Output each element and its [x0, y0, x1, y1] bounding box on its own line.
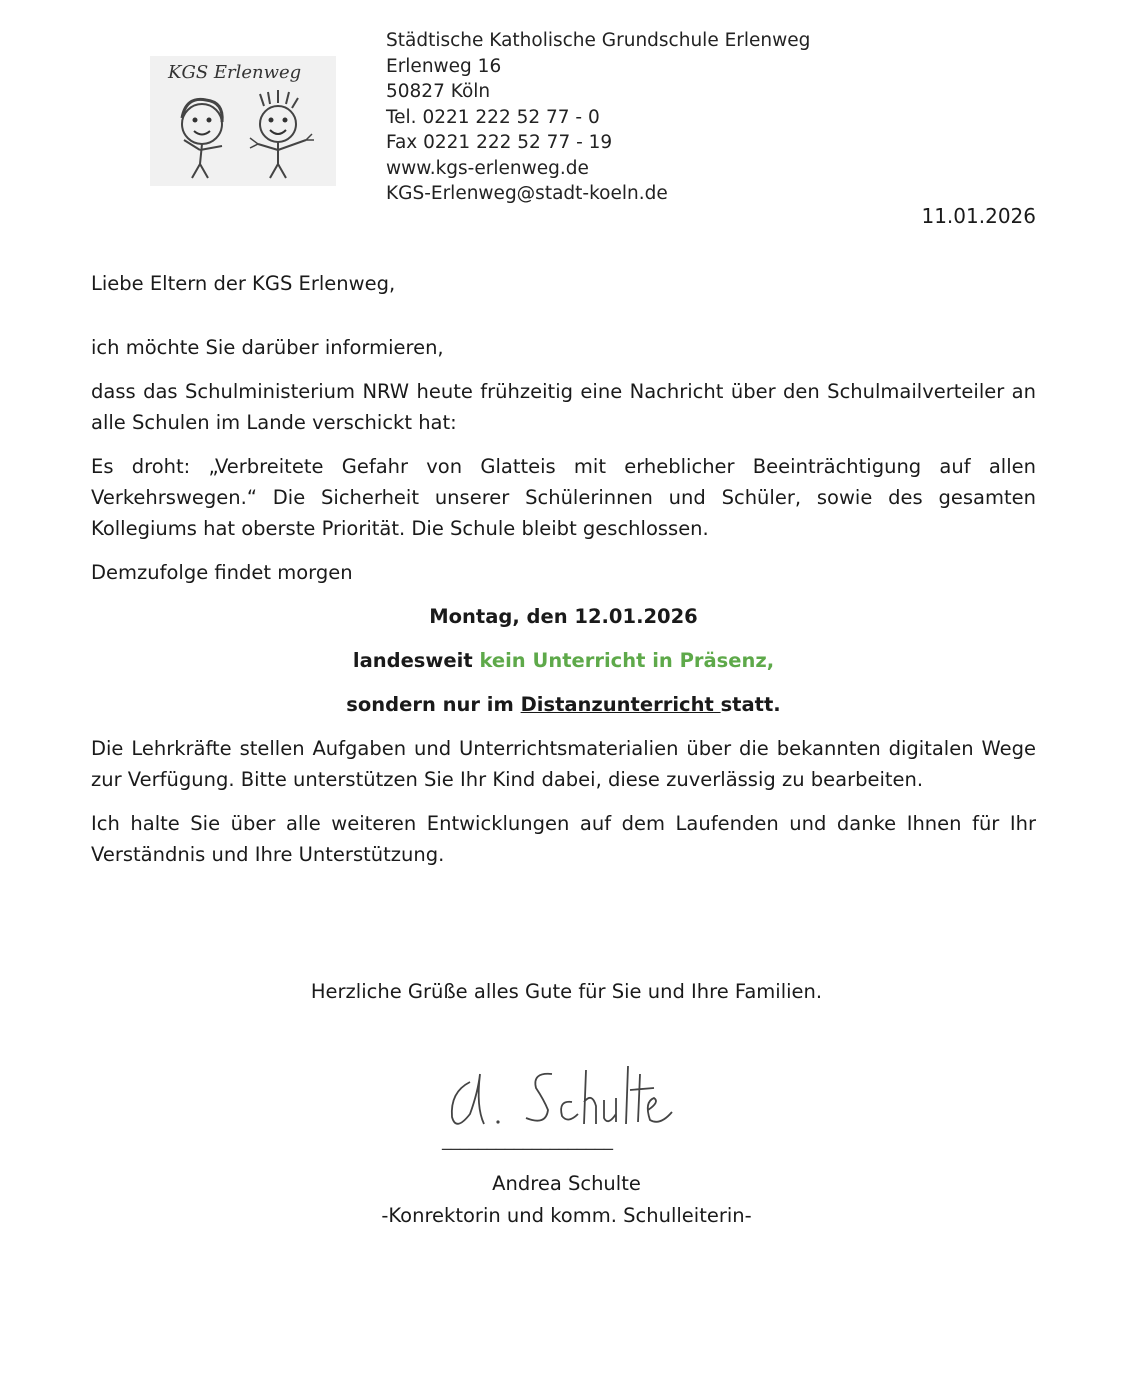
highlight-distance-prefix: sondern nur im	[346, 693, 521, 716]
logo-title: KGS Erlenweg	[168, 62, 302, 83]
highlight-distance	[91, 689, 1036, 720]
highlight-distance-underlined: Distanzunterricht	[520, 693, 721, 716]
highlight-distance-suffix: statt.	[720, 693, 781, 716]
street: Erlenweg 16	[386, 55, 502, 77]
signature-line: ___________________	[442, 1130, 613, 1151]
fax: Fax 0221 222 52 77 - 19	[386, 132, 613, 153]
letter-date: 11.01.2026	[921, 204, 1036, 228]
paragraph-intro: ich möchte Sie darüber informieren,	[91, 336, 444, 359]
signer-name: Andrea Schulte	[492, 1172, 641, 1195]
city: 50827 Köln	[386, 81, 491, 102]
school-logo	[150, 56, 336, 186]
handwritten-signature	[440, 1052, 690, 1142]
signer-block	[0, 1168, 1133, 1232]
paragraph-warning: Es droht: „Verbreitete Gefahr von Glatteis mit erheblicher Beeinträchtigung auf allen Verkehrswegen.“ Die Sicherheit unserer Schülerinnen und Schüler, sowie des gesamten Kollegiums hat oberste Priorität. Die Schule bleibt geschlossen.	[91, 455, 1036, 540]
phone: Tel. 0221 222 52 77 - 0	[386, 106, 600, 128]
school-address-block	[386, 28, 810, 207]
website: www.kgs-erlenweg.de	[386, 157, 589, 179]
paragraph-materials: Die Lehrkräfte stellen Aufgaben und Unterrichtsmaterialien über die bekannten digitalen Wege zur Verfügung. Bitte unterstützen Sie Ihr Kind dabei, diese zuverlässig zu bearbeiten.	[91, 737, 1036, 791]
signer-title: -Konrektorin und komm. Schulleiterin-	[381, 1204, 752, 1227]
school-name: Städtische Katholische Grundschule Erlenweg	[386, 30, 811, 51]
closing-greeting: Herzliche Grüße alles Gute für Sie und Ihre Familien.	[310, 980, 823, 1003]
salutation: Liebe Eltern der KGS Erlenweg,	[91, 272, 396, 295]
highlight-no-class-prefix: landesweit	[352, 649, 480, 672]
email: KGS-Erlenweg@stadt-koeln.de	[386, 183, 668, 204]
paragraph-consequence: Demzufolge findet morgen	[91, 561, 353, 584]
highlight-date: Montag, den 12.01.2026	[429, 605, 698, 628]
highlight-no-class-green: kein Unterricht in Präsenz,	[479, 649, 775, 672]
paragraph-ministry: dass das Schulministerium NRW heute frühzeitig eine Nachricht über den Schulmailverteiler an alle Schulen im Lande verschickt hat:	[91, 380, 1036, 434]
paragraph-thanks: Ich halte Sie über alle weiteren Entwicklungen auf dem Laufenden und danke Ihnen für Ihr Verständnis und Ihre Unterstützung.	[91, 812, 1036, 866]
letter-body	[91, 268, 1036, 870]
highlight-no-class	[91, 645, 1036, 676]
